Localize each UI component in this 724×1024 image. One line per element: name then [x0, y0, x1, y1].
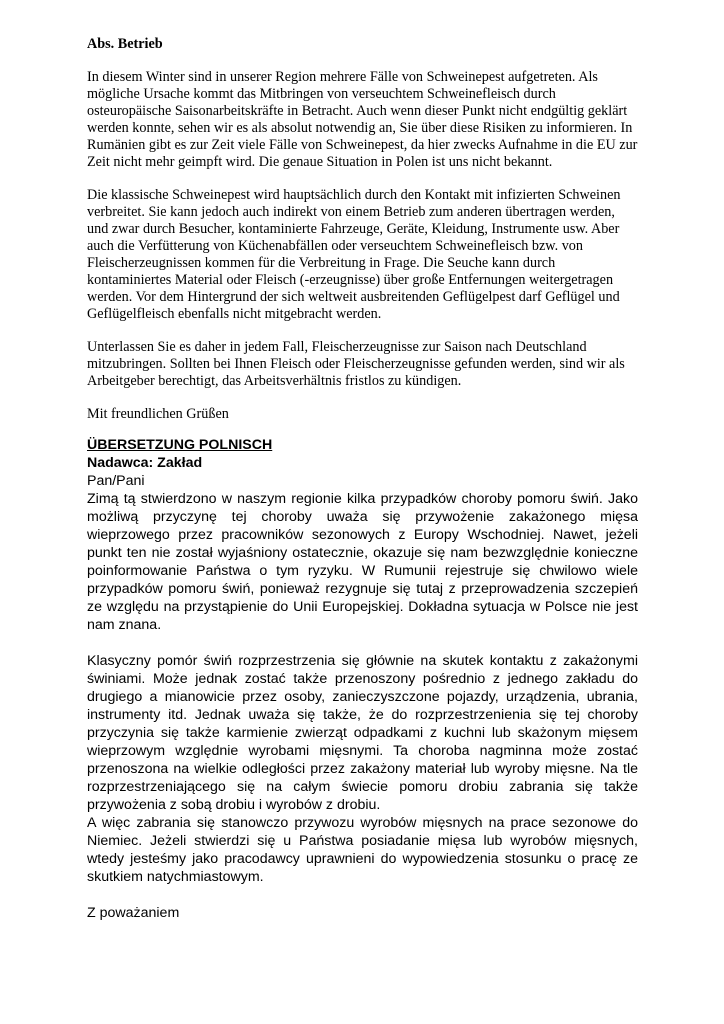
german-paragraph-1: In diesem Winter sind in unserer Region mehrere Fälle von Schweinepest aufgetreten. Als mögliche Ursache kommt das Mitbringen von verseuchtem Schweinefleisch durch osteuropäische Saisonarbeitskräfte in Betracht. Auch wenn dieser Punkt nicht endgültig geklärt werden konnte, sehen wir es als absolut notwendig an, Sie über diese Risiken zu informieren. In Rumänien gibt es zur Zeit viele Fälle von Schweinepest, da hier zwecks Aufnahme in die EU zur Zeit nicht mehr geimpft wird. Die genaue Situation in Polen ist uns nicht bekannt. — [87, 69, 638, 170]
polish-paragraph-2: Klasyczny pomór świń rozprzestrzenia się głównie na skutek kontaktu z zakażonymi świniami. Może jednak zostać także przenoszony pośrednio z jednego zakładu do drugiego a mianowicie przez osoby, zanieczyszczone pojazdy, urządzenia, ubrania, instrumenty itd. Jednak uważa się także, że do rozprzestrzenienia się tej choroby przyczynia się także karmienie zwierząt odpadkami z kuchni lub skażonym mięsem wieprzowym względnie wyrobami mięsnymi. Ta choroba nagminna może zostać przenoszona na wielkie odległości przez zakażony materiał lub wyroby mięsne. Na tle rozprzestrzeniającego się na całym świecie pomoru drobiu zabrania się także przywożenia z sobą drobiu i wyrobów z drobiu. — [87, 653, 638, 813]
document-page — [87, 36, 638, 922]
german-closing: Mit freundlichen Grüßen — [87, 406, 229, 422]
german-paragraph-2: Die klassische Schweinepest wird hauptsächlich durch den Kontakt mit infizierten Schweinen verbreitet. Sie kann jedoch auch indirekt von einem Betrieb zum anderen übertragen werden, und zwar durch Besucher, kontaminierte Fahrzeuge, Geräte, Kleidung, Instrumente usw. Aber auch die Verfütterung von Küchenabfällen oder verseuchtem Schweinefleisch bzw. von Fleischerzeugnissen kommen für die Verbreitung in Frage. Die Seuche kann durch kontaminiertes Material oder Fleisch (-erzeugnisse) über große Entfernungen weitergetragen werden. Vor dem Hintergrund der sich weltweit ausbreitenden Geflügelpest darf Geflügel und Geflügelfleisch ebenfalls nicht mitgebracht werden. — [87, 187, 621, 322]
translation-title: ÜBERSETZUNG POLNISCH — [87, 437, 273, 453]
german-heading: Abs. Betrieb — [87, 36, 163, 52]
german-letter — [87, 36, 638, 423]
polish-paragraph-1: Zimą tą stwierdzono w naszym regionie kilka przypadków choroby pomoru świń. Jako możliwą przyczynę tej choroby uważa się przywożenie zakażonego mięsa wieprzowego przez pracowników sezonowych z Europy Wschodniej. Nawet, jeżeli punkt ten nie został wyjaśniony ostatecznie, okazuje się nam bezwzględnie konieczne poinformowanie Państwa o tym ryzyku. W Rumunii rejestruje się chwilowo wiele przypadków pomoru świń, ponieważ rezygnuje się tutaj z przeprowadzenia szczepień ze względu na przystąpienie do Unii Europejskiej. Dokładna sytuacja w Polsce nie jest nam znana. — [87, 491, 638, 633]
polish-salutation: Pan/Pani — [87, 473, 145, 489]
german-paragraph-3: Unterlassen Sie es daher in jedem Fall, Fleischerzeugnisse zur Saison nach Deutschland mitzubringen. Sollten bei Ihnen Fleisch oder Fleischerzeugnisse gefunden werden, sind wir als Arbeitgeber berechtigt, das Arbeitsverhältnis fristlos zu kündigen. — [87, 339, 625, 389]
polish-sender: Nadawca: Zakład — [87, 455, 203, 471]
polish-translation — [87, 436, 638, 922]
polish-closing: Z poważaniem — [87, 905, 180, 921]
polish-paragraph-3: A więc zabrania się stanowczo przywozu wyrobów mięsnych na prace sezonowe do Niemiec. Jeżeli stwierdzi się u Państwa posiadanie mięsa lub wyrobów mięsnych, wtedy jesteśmy jako pracodawcy uprawnieni do wypowiedzenia stosunku o pracę ze skutkiem natychmiastowym. — [87, 815, 638, 885]
